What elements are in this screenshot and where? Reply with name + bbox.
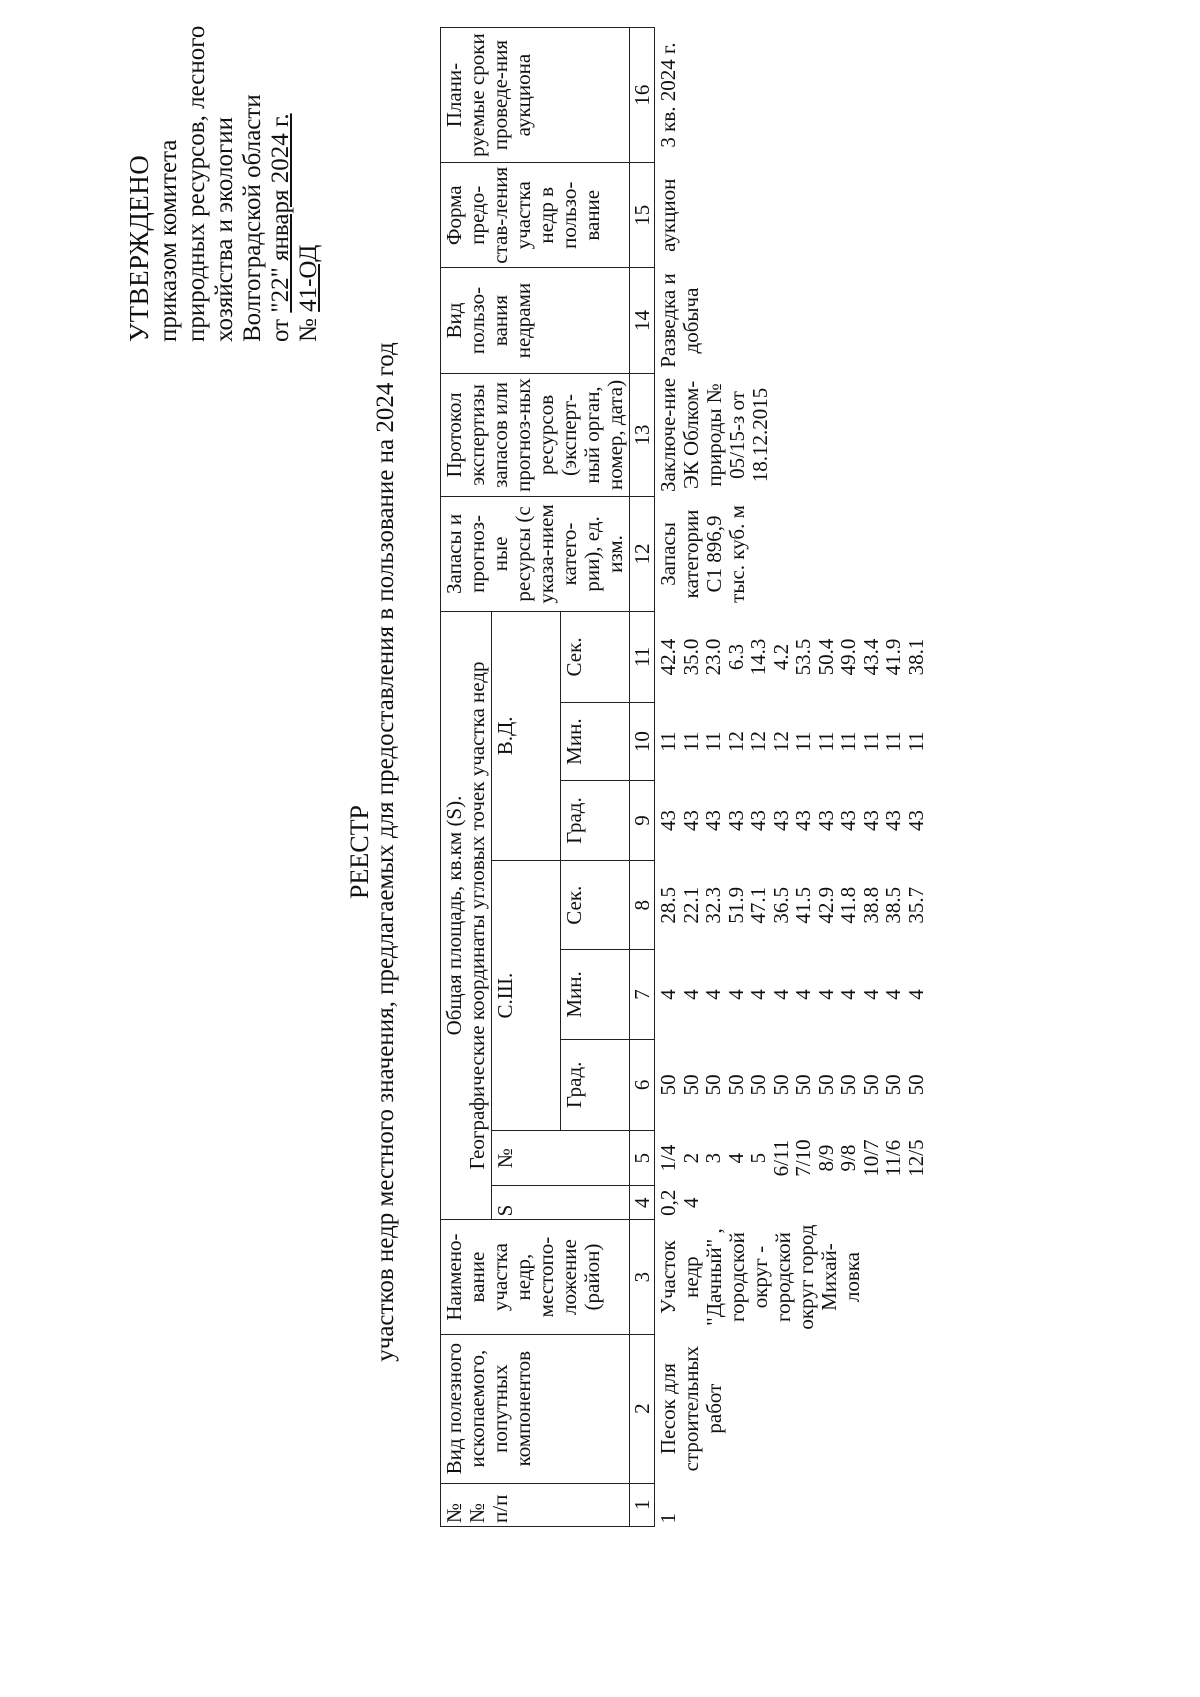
coord-value: 50 <box>813 1074 838 1096</box>
coord-value: 50 <box>678 1074 703 1096</box>
coord-value: 41.9 <box>881 638 905 676</box>
row-mineral: Песок для строительных работ <box>655 1334 930 1483</box>
coord-value: 12 <box>768 731 793 753</box>
registry-table <box>440 27 929 1527</box>
column-number: 1 <box>630 1483 655 1526</box>
coord-value: 9/8 <box>836 1144 860 1172</box>
coord-value: 38.1 <box>903 638 928 676</box>
coord-value: 3 <box>701 1152 725 1164</box>
coord-value: 4 <box>903 989 928 1000</box>
header-protocol: Протокол экспертизы запасов или прогноз-ных ресурсов (эксперт-ный орган, номер, дата) <box>441 373 630 497</box>
number-prefix: № <box>295 311 322 342</box>
coord-value: 43 <box>701 810 725 832</box>
coord-value: 4 <box>813 989 838 1000</box>
coord-value: 50 <box>903 1074 928 1096</box>
coord-value: 4 <box>701 989 725 1000</box>
coord-value: 53.5 <box>791 638 815 676</box>
column-number: 7 <box>630 950 655 1039</box>
coord-value: 35.0 <box>678 638 703 676</box>
coord-value: 11/6 <box>881 1139 905 1177</box>
header-lon-sec: Сек. <box>561 611 630 703</box>
header-lon-deg: Град. <box>561 781 630 861</box>
coord-value: 50 <box>791 1074 815 1096</box>
approval-date <box>267 12 295 342</box>
coord-value: 35.7 <box>903 886 928 924</box>
coord-value: 43 <box>858 810 883 832</box>
coord-value: 4 <box>656 989 680 1000</box>
coord-value: 11 <box>836 731 860 752</box>
row-lat-min <box>655 950 930 1039</box>
row-lat-sec <box>655 861 930 950</box>
coord-value: 43 <box>836 810 860 832</box>
coord-value: 11 <box>701 731 725 752</box>
coord-value: 50 <box>746 1074 770 1096</box>
coord-value: 43 <box>881 810 905 832</box>
coord-value: 11 <box>858 731 883 752</box>
row-number: 1 <box>655 1483 930 1526</box>
row-points <box>655 1131 930 1186</box>
coord-value: 43 <box>768 810 793 832</box>
column-number: 9 <box>630 781 655 861</box>
date-prefix: от <box>267 312 294 342</box>
header-number: № № п/п <box>441 1483 630 1526</box>
coord-value: 11 <box>903 731 928 752</box>
coord-value: 43 <box>903 810 928 832</box>
coord-value: 8/9 <box>813 1144 838 1172</box>
coord-value: 43 <box>746 810 770 832</box>
coord-value: 14.3 <box>746 638 770 676</box>
header-lat-sec: Сек. <box>561 861 630 950</box>
column-number: 4 <box>630 1186 655 1220</box>
coord-value: 28.5 <box>656 886 680 924</box>
coord-value: 51.9 <box>723 886 748 924</box>
coord-value: 11 <box>813 731 838 752</box>
header-s: S <box>492 1186 630 1220</box>
column-number: 16 <box>630 28 655 163</box>
approval-stamp <box>125 12 323 342</box>
header-term: Плани-руемые сроки проведе-ния аукциона <box>441 28 630 163</box>
approval-line: природных ресурсов, лесного <box>183 25 210 342</box>
approval-line: приказом комитета <box>155 139 182 342</box>
column-number: 15 <box>630 163 655 268</box>
coord-value: 4 <box>858 989 883 1000</box>
coord-value: 50 <box>723 1074 748 1096</box>
coord-value: 11 <box>791 731 815 752</box>
coord-value: 38.8 <box>858 886 883 924</box>
header-site-name: Наимено-вание участка недр, местопо-ложение (район) <box>441 1220 630 1334</box>
coord-value: 12 <box>723 731 748 753</box>
coord-value: 32.3 <box>701 886 725 924</box>
column-number: 10 <box>630 703 655 781</box>
coord-value: 43 <box>813 810 838 832</box>
number-value: 41-ОД <box>295 244 322 312</box>
row-reserves: Запасы категории С1 896,9 тыс. куб. м <box>655 497 930 611</box>
column-number: 12 <box>630 497 655 611</box>
row-form: аукцион <box>655 163 930 268</box>
approval-heading: УТВЕРЖДЕНО <box>124 154 154 342</box>
coord-value: 12/5 <box>903 1139 928 1177</box>
approval-line: хозяйства и экологии <box>211 116 238 342</box>
column-number: 11 <box>630 611 655 703</box>
row-term: 3 кв. 2024 г. <box>655 28 930 163</box>
coord-value: 47.1 <box>746 886 770 924</box>
coord-value: 43.4 <box>858 638 883 676</box>
coord-value: 41.5 <box>791 886 815 924</box>
header-lat-min: Мин. <box>561 950 630 1039</box>
coord-value: 43 <box>678 810 703 832</box>
column-number: 8 <box>630 861 655 950</box>
coord-value: 12 <box>746 731 770 753</box>
column-number: 2 <box>630 1334 655 1483</box>
row-lat-deg <box>655 1039 930 1131</box>
document-subtitle: участков недр местного значения, предлагаемых для предоставления в пользование на 2024 год <box>372 342 399 1362</box>
coord-value: 50 <box>858 1074 883 1096</box>
header-point-no: № <box>492 1131 630 1186</box>
coord-value: 50.4 <box>813 638 838 676</box>
header-usage: Вид пользо-вания недрами <box>441 268 630 373</box>
column-number-row <box>630 28 655 1527</box>
coord-value: 4 <box>678 989 703 1000</box>
coord-value: 4 <box>768 989 793 1000</box>
row-lon-min <box>655 703 930 781</box>
header-mineral: Вид полезного ископаемого, попутных компонентов <box>441 1334 630 1483</box>
column-number: 5 <box>630 1131 655 1186</box>
coord-value: 1/4 <box>656 1144 680 1172</box>
document-title: РЕЕСТР <box>345 805 374 899</box>
coord-value: 4 <box>723 989 748 1000</box>
header-latitude: С.Ш. <box>492 861 561 1131</box>
column-number: 14 <box>630 268 655 373</box>
column-number: 13 <box>630 373 655 497</box>
coord-value: 49.0 <box>836 638 860 676</box>
coord-value: 36.5 <box>768 886 793 924</box>
coord-value: 11 <box>678 731 703 752</box>
coord-value: 50 <box>836 1074 860 1096</box>
coord-value: 42.4 <box>656 638 680 676</box>
coord-value: 6.3 <box>723 643 748 671</box>
approval-number <box>295 12 323 342</box>
coord-value: 2 <box>678 1152 703 1164</box>
row-protocol: Заключе-ние ЭК Облком-природы № 05/15-з от 18.12.2015 <box>655 373 930 497</box>
coord-value: 4 <box>791 989 815 1000</box>
row-area: 0,24 <box>655 1186 930 1220</box>
row-lon-sec <box>655 611 930 703</box>
coord-value: 4 <box>836 989 860 1000</box>
column-number: 3 <box>630 1220 655 1334</box>
header-area: Общая площадь, кв.км (S). <box>442 795 466 1036</box>
coord-value: 11 <box>881 731 905 752</box>
coord-value: 23.0 <box>701 638 725 676</box>
coord-value: 5 <box>746 1152 770 1164</box>
coord-value: 50 <box>881 1074 905 1096</box>
approval-line: Волгоградской области <box>239 94 266 342</box>
date-value: "22" января 2024 г. <box>267 113 294 313</box>
coord-value: 42.9 <box>813 886 838 924</box>
coord-value: 50 <box>768 1074 793 1096</box>
header-lon-min: Мин. <box>561 703 630 781</box>
coord-value: 6/11 <box>768 1139 793 1177</box>
coord-value: 43 <box>723 810 748 832</box>
row-lon-deg <box>655 781 930 861</box>
coord-value: 4 <box>881 989 905 1000</box>
coord-value: 10/7 <box>858 1139 883 1177</box>
coord-value: 43 <box>656 810 680 832</box>
coord-value: 50 <box>656 1074 680 1096</box>
header-area-coords <box>441 611 492 1220</box>
coord-value: 7/10 <box>791 1139 815 1177</box>
coord-value: 41.8 <box>836 886 860 924</box>
header-reserves: Запасы и прогноз-ные ресурсы (с указа-нием катего-рии), ед. изм. <box>441 497 630 611</box>
coord-value: 50 <box>701 1074 725 1096</box>
column-number: 6 <box>630 1039 655 1131</box>
coord-value: 4 <box>746 989 770 1000</box>
coord-value: 4.2 <box>768 643 793 671</box>
coord-value: 4 <box>723 1152 748 1164</box>
header-geo: Географические координаты угловых точек участка недр <box>465 661 489 1170</box>
table-row <box>655 28 930 1527</box>
coord-value: 11 <box>656 731 680 752</box>
coord-value: 22.1 <box>678 886 703 924</box>
header-form: Форма предо-став-ления участка недр в пользо-вание <box>441 163 630 268</box>
header-lat-deg: Град. <box>561 1039 630 1131</box>
row-site-name: Участок недр "Дачный" , городской округ - городской округ город Михай-ловка <box>655 1220 930 1334</box>
row-usage: Разведка и добыча <box>655 268 930 373</box>
header-longitude: В.Д. <box>492 611 561 860</box>
coord-value: 38.5 <box>881 886 905 924</box>
coord-value: 43 <box>791 810 815 832</box>
